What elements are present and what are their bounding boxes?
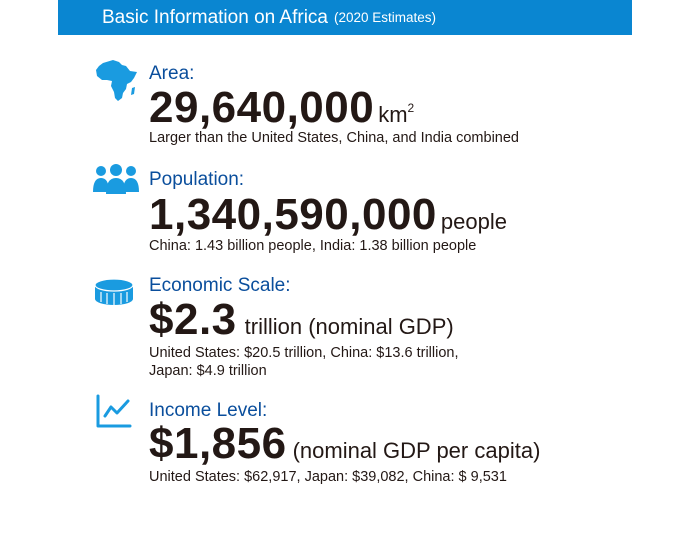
coin-stack-icon [93,277,135,307]
page-subtitle: (2020 Estimates) [334,10,437,25]
area-unit-text: km [378,102,408,127]
economy-note-line-2: Japan: $4.9 trillion [149,363,267,379]
economy-unit: trillion (nominal GDP) [244,314,454,339]
income-value-line [149,419,541,468]
economy-label: Economic Scale: [149,275,291,296]
population-unit: people [440,209,507,234]
population-label: Population: [149,169,245,190]
economy-value: $2.3 [149,295,237,344]
area-note: Larger than the United States, China, and India combined [149,130,519,146]
area-label: Area: [149,63,195,84]
page-title: Basic Information on Africa [102,6,328,28]
income-unit: (nominal GDP per capita) [292,438,541,463]
people-group-icon [93,164,139,194]
income-note: United States: $62,917, Japan: $39,082, China: $ 9,531 [149,469,507,485]
income-value: $1,856 [149,419,287,468]
population-value-line [149,190,507,239]
income-label: Income Level: [149,400,268,421]
population-value: 1,340,590,000 [149,190,437,239]
area-unit [378,101,414,128]
area-unit-superscript: 2 [407,101,415,115]
line-chart-icon [96,394,132,428]
population-note: China: 1.43 billion people, India: 1.38 billion people [149,238,477,254]
economy-value-line [149,295,454,344]
area-value: 29,640,000 [149,83,375,132]
area-value-line [149,83,415,132]
economy-note-line-1: United States: $20.5 trillion, China: $13.6 trillion, [149,345,459,361]
header-banner [58,0,632,35]
africa-map-icon [93,57,139,103]
